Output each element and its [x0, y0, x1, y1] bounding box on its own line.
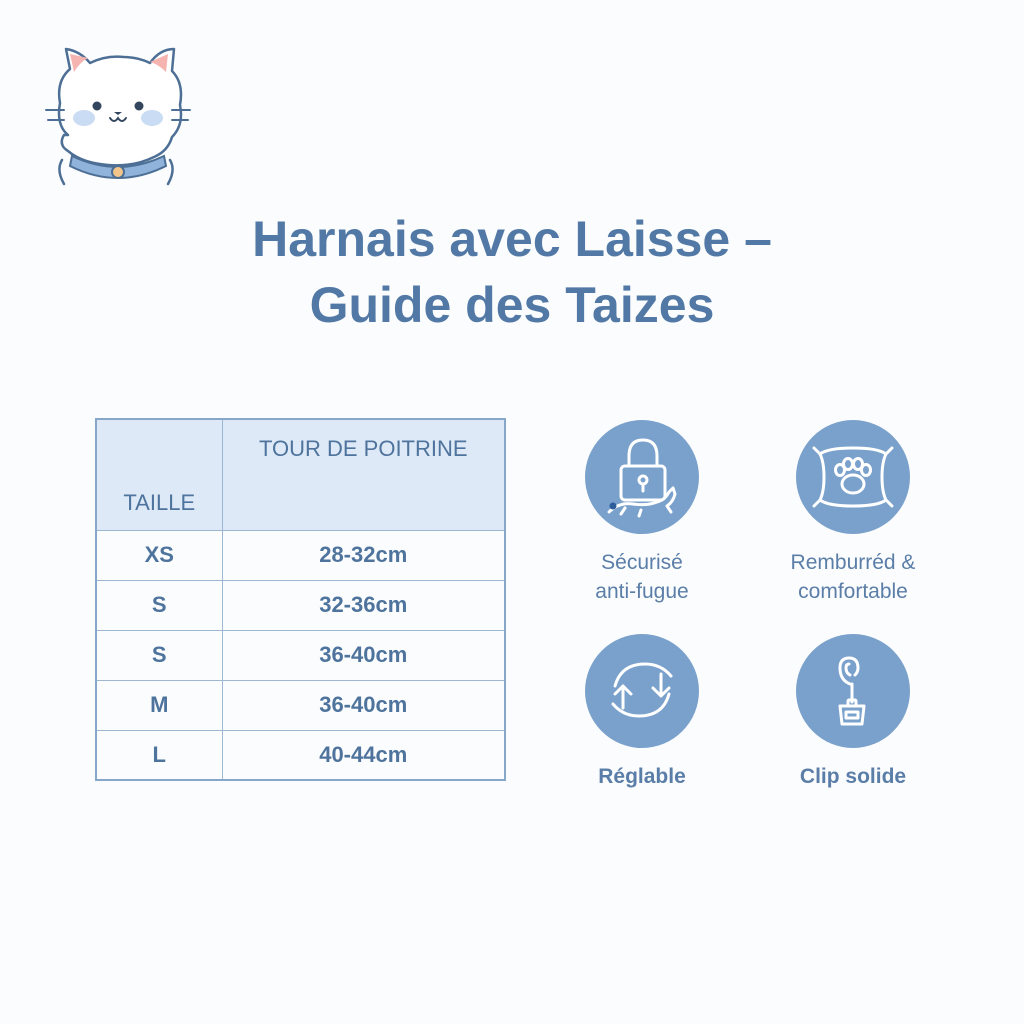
- table-row: [96, 680, 505, 730]
- feature-circle: [585, 420, 699, 534]
- table-row: [96, 730, 505, 780]
- feature-clip: [743, 634, 963, 791]
- adjust-arrows-icon: [585, 634, 699, 748]
- size-chart-table: [95, 418, 506, 781]
- feature-label: [743, 548, 963, 606]
- feature-circle: [796, 634, 910, 748]
- feature-label-line-2: anti-fugue: [595, 580, 689, 603]
- feature-label-line-1: Réglable: [598, 765, 686, 788]
- padlock-cat-icon: [585, 420, 699, 534]
- feature-padded: [743, 420, 963, 606]
- cell-size: M: [96, 680, 222, 730]
- header-size: TAILLE: [96, 419, 222, 530]
- page-title: [0, 206, 1024, 338]
- feature-label-line-2: comfortable: [798, 580, 908, 603]
- cell-chest: 40-44cm: [222, 730, 505, 780]
- title-line-1: Harnais avec Laisse –: [252, 211, 772, 267]
- leash-clip-icon: [796, 634, 910, 748]
- feature-label-line-1: Remburréd &: [790, 551, 916, 574]
- feature-circle: [585, 634, 699, 748]
- feature-circle: [796, 420, 910, 534]
- cell-chest: 36-40cm: [222, 630, 505, 680]
- paw-cushion-icon: [796, 420, 910, 534]
- cell-chest: 36-40cm: [222, 680, 505, 730]
- title-line-2: Guide des Taizes: [309, 277, 715, 333]
- feature-label: [743, 762, 963, 791]
- table-row: [96, 580, 505, 630]
- feature-label: [532, 548, 752, 606]
- cat-mascot-icon: [40, 40, 195, 195]
- feature-label: [532, 762, 752, 791]
- table-row: [96, 530, 505, 580]
- feature-adjustable: [532, 634, 752, 791]
- table-row: [96, 630, 505, 680]
- cell-size: S: [96, 630, 222, 680]
- feature-label-line-1: Sécurisé: [601, 551, 683, 574]
- cell-size: S: [96, 580, 222, 630]
- cell-size: XS: [96, 530, 222, 580]
- cell-chest: 28-32cm: [222, 530, 505, 580]
- header-chest: TOUR DE POITRINE: [222, 419, 505, 530]
- feature-label-line-1: Clip solide: [799, 765, 907, 788]
- cell-size: L: [96, 730, 222, 780]
- cell-chest: 32-36cm: [222, 580, 505, 630]
- feature-secure: [532, 420, 752, 606]
- table-header-row: [96, 419, 505, 530]
